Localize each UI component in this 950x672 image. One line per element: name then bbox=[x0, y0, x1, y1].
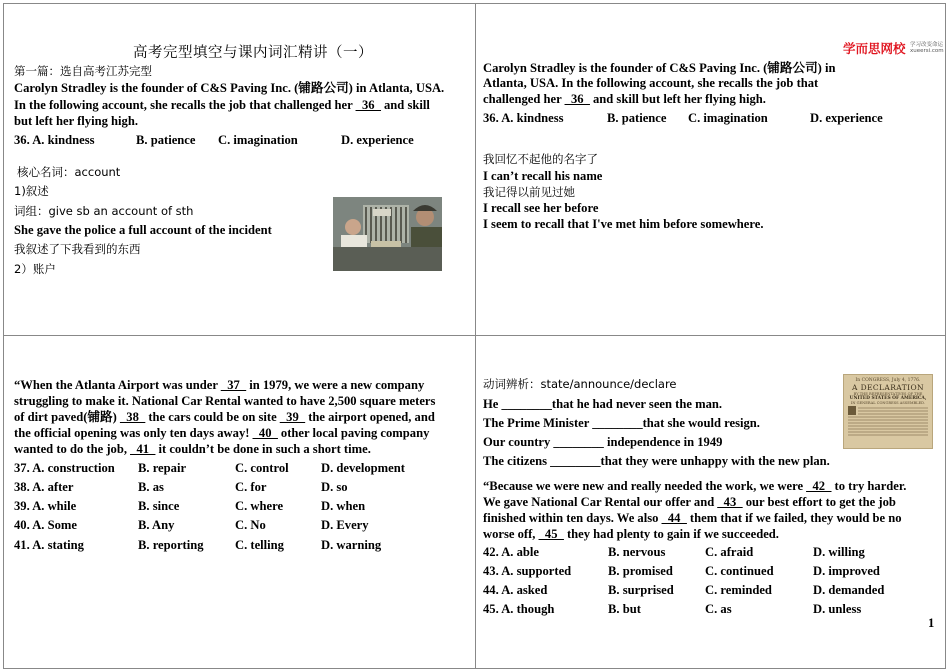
passage-line: “Because we were new and really needed the work, we were _42_ to try harder. bbox=[483, 479, 907, 493]
option-b: B. promised bbox=[608, 564, 673, 578]
option-a: 39. A. while bbox=[14, 499, 77, 513]
blank-36: _36_ bbox=[564, 92, 590, 106]
option-a: 45. A. though bbox=[483, 602, 555, 616]
declaration-text-lines bbox=[844, 405, 932, 443]
option-c: C. as bbox=[705, 602, 732, 616]
option-c: C. where bbox=[235, 499, 284, 513]
option-d: D. so bbox=[321, 480, 348, 494]
example-english: She gave the police a full account of the incident bbox=[14, 223, 272, 237]
blank-43: _43_ bbox=[717, 495, 743, 509]
passage-line: We gave National Car Rental our offer and _43_ our best effort to get the job bbox=[483, 495, 896, 509]
passage-line: of dirt paved(铺路) _38_ the cars could be on site _39_ the airport opened, and bbox=[14, 410, 435, 424]
passage-line: In the following account, she recalls the job that challenged her _36_ and skill bbox=[14, 98, 430, 112]
example-english: I recall see her before bbox=[483, 201, 599, 215]
brand-logo bbox=[843, 39, 906, 58]
panel-divider-vertical bbox=[475, 3, 476, 669]
example-english: I seem to recall that I've met him before somewhere. bbox=[483, 217, 764, 231]
option-d: D. unless bbox=[813, 602, 862, 616]
option-a: 43. A. supported bbox=[483, 564, 572, 578]
bank-teller-photo bbox=[333, 197, 442, 271]
example-chinese: 我回忆不起他的名字了 bbox=[483, 152, 598, 166]
sense-label: 2）账户 bbox=[14, 262, 56, 276]
option-b: B. Any bbox=[138, 518, 175, 532]
option-b: B. reporting bbox=[138, 538, 204, 552]
example-chinese: 我记得以前见过她 bbox=[483, 185, 575, 199]
option-c: C. telling bbox=[235, 538, 284, 552]
option-b: B. patience bbox=[136, 133, 196, 147]
blank-38: _38_ bbox=[120, 410, 146, 424]
option-c: C. continued bbox=[705, 564, 774, 578]
logo-subtext: 学习改变命运 xueersi.com bbox=[910, 42, 944, 54]
blank-36: _36_ bbox=[355, 98, 381, 112]
passage-line: finished within ten days. We also _44_ them that if we failed, they would be no bbox=[483, 511, 902, 525]
option-b: B. since bbox=[138, 499, 180, 513]
option-d: D. experience bbox=[810, 111, 883, 125]
option-d: D. improved bbox=[813, 564, 880, 578]
option-d: D. experience bbox=[341, 133, 414, 147]
option-a: 38. A. after bbox=[14, 480, 74, 494]
option-c: C. imagination bbox=[218, 133, 298, 147]
logo-text: 学而思网校 bbox=[843, 41, 906, 56]
option-c: C. for bbox=[235, 480, 267, 494]
exercise-sentence: The Prime Minister ________that she would resign. bbox=[483, 416, 760, 430]
option-c: C. imagination bbox=[688, 111, 768, 125]
option-b: B. as bbox=[138, 480, 164, 494]
blank-41: _41_ bbox=[130, 442, 156, 456]
declaration-document-image: In CONGRESS, July 4, 1776. A DECLARATION BY THE REPRESENTATIVES OF THE UNITED STATES OF AMERICA, IN GENERAL CONGRESS ASSEMBLED. bbox=[843, 374, 933, 449]
passage-line: but left her flying high. bbox=[14, 114, 138, 128]
blank-39: _39_ bbox=[279, 410, 306, 424]
option-b: B. surprised bbox=[608, 583, 674, 597]
passage-line: Carolyn Stradley is the founder of C&S Paving Inc. (铺路公司) in Atlanta, USA. bbox=[14, 81, 445, 95]
option-a: 40. A. Some bbox=[14, 518, 77, 532]
blank-37: _37_ bbox=[220, 378, 247, 392]
page-number: 1 bbox=[928, 616, 935, 630]
passage-line: worse off, _45_ they had plenty to gain if we succeeded. bbox=[483, 527, 779, 541]
option-c: C. No bbox=[235, 518, 266, 532]
passage-line: Carolyn Stradley is the founder of C&S Paving Inc. (铺路公司) in bbox=[483, 61, 836, 75]
sense-label: 1)叙述 bbox=[14, 184, 49, 198]
blank-42: _42_ bbox=[806, 479, 832, 493]
option-c: C. afraid bbox=[705, 545, 754, 559]
exercise-sentence: Our country ________ independence in 1949 bbox=[483, 435, 723, 449]
passage-line: challenged her _36_ and skill but left her flying high. bbox=[483, 92, 766, 106]
panel-divider-horizontal bbox=[3, 335, 946, 336]
option-a: 42. A. able bbox=[483, 545, 539, 559]
blank-45: _45_ bbox=[538, 527, 564, 541]
section-label: 第一篇：选自高考江苏完型 bbox=[14, 64, 152, 78]
verb-comparison-heading: 动词辨析：state/announce/declare bbox=[483, 377, 677, 391]
passage-line: “When the Atlanta Airport was under _37_ in 1979, we were a new company bbox=[14, 378, 425, 392]
passage-line: struggling to make it. National Car Rental wanted to have 2,500 square meters bbox=[14, 394, 436, 408]
blank-44: _44_ bbox=[661, 511, 687, 525]
phrase-line: 词组：give sb an account of sth bbox=[14, 204, 194, 218]
page-title: 高考完型填空与课内词汇精讲（一） bbox=[133, 45, 373, 61]
option-a: 37. A. construction bbox=[14, 461, 115, 475]
example-english: I can’t recall his name bbox=[483, 169, 603, 183]
option-b: B. nervous bbox=[608, 545, 666, 559]
option-b: B. but bbox=[608, 602, 641, 616]
passage-line: the official opening was only ten days away! _40_ other local paving company bbox=[14, 426, 430, 440]
passage-line: wanted to do the job, _41_ it couldn’t be done in such a short time. bbox=[14, 442, 371, 456]
blank-40: _40_ bbox=[252, 426, 278, 440]
option-d: D. warning bbox=[321, 538, 382, 552]
option-d: D. when bbox=[321, 499, 366, 513]
exercise-sentence: He ________that he had never seen the man. bbox=[483, 397, 723, 411]
option-b: B. patience bbox=[607, 111, 667, 125]
option-b: B. repair bbox=[138, 461, 187, 475]
example-chinese: 我叙述了下我看到的东西 bbox=[14, 242, 141, 256]
option-a: 41. A. stating bbox=[14, 538, 84, 552]
exercise-sentence: The citizens ________that they were unhappy with the new plan. bbox=[483, 454, 830, 468]
bank-teller-image bbox=[333, 197, 442, 271]
core-word-heading: 核心名词：account bbox=[17, 165, 121, 179]
option-c: C. control bbox=[235, 461, 289, 475]
option-d: D. willing bbox=[813, 545, 865, 559]
option-a: 36. A. kindness bbox=[14, 133, 95, 147]
option-d: D. Every bbox=[321, 518, 369, 532]
passage-line: Atlanta, USA. In the following account, she recalls the job that bbox=[483, 76, 819, 90]
option-a: 44. A. asked bbox=[483, 583, 548, 597]
option-d: D. demanded bbox=[813, 583, 885, 597]
option-c: C. reminded bbox=[705, 583, 772, 597]
option-d: D. development bbox=[321, 461, 405, 475]
option-a: 36. A. kindness bbox=[483, 111, 564, 125]
